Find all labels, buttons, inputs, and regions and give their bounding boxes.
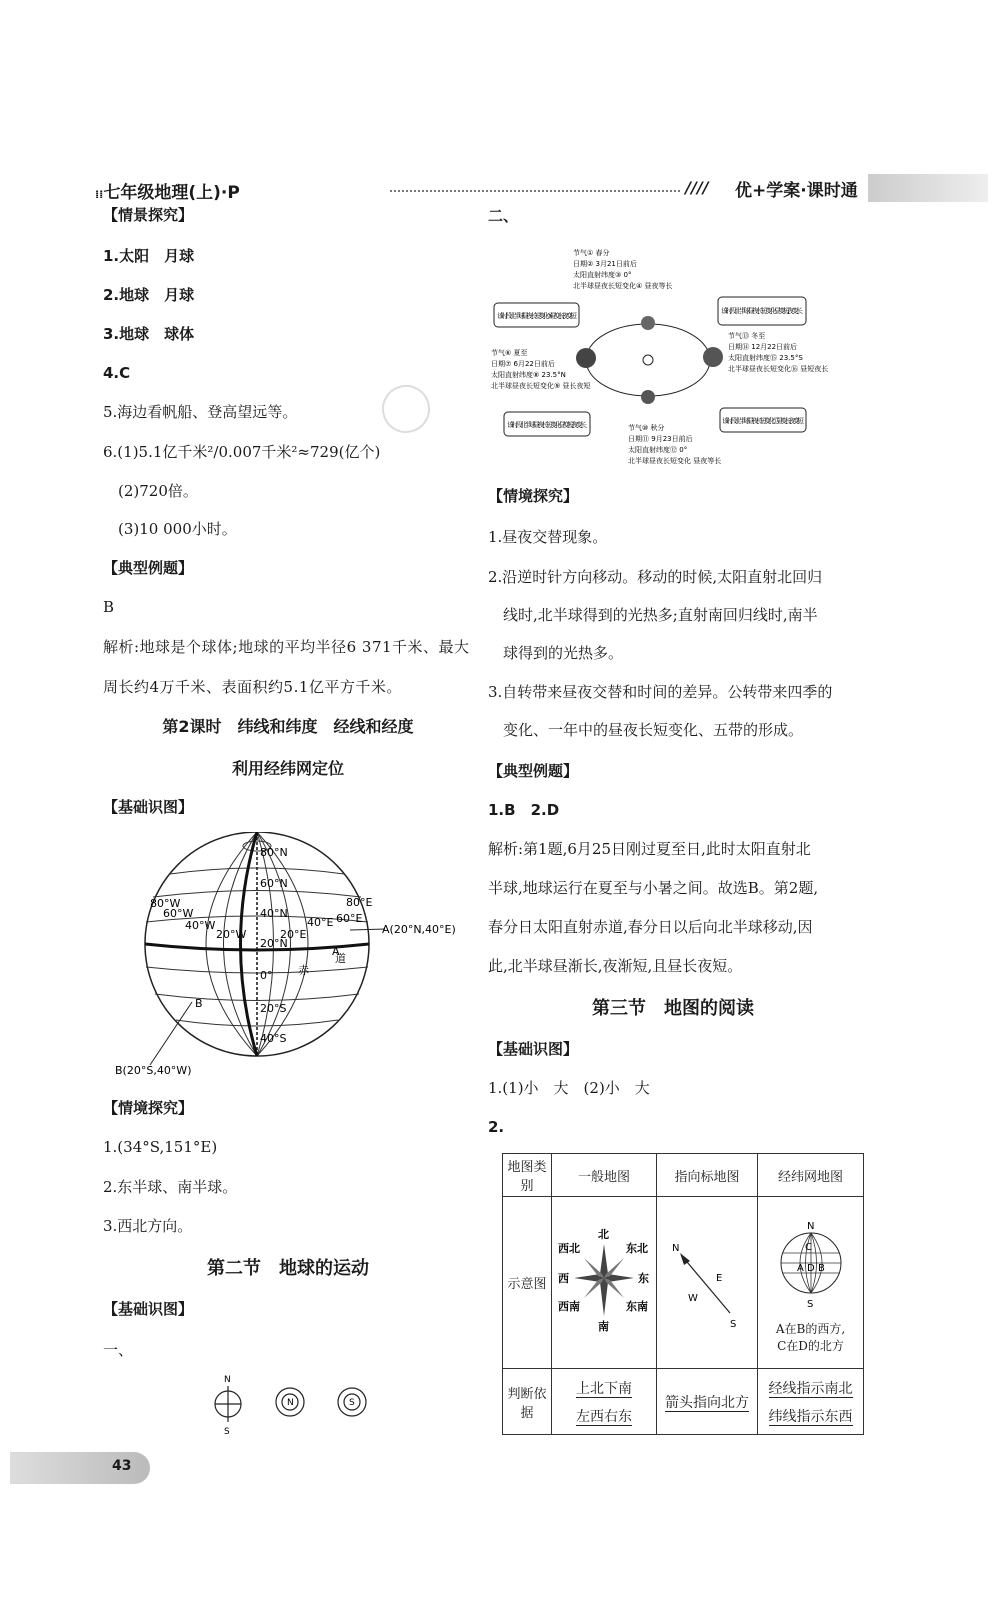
orbit-label: 日期⑭ 12月22日前后 xyxy=(728,343,798,351)
row-header: 示意图 xyxy=(503,1197,552,1369)
orbit-label: 北半球昼夜长短变化⑯ 昼短夜长 xyxy=(728,365,828,373)
globe-label: 40°W xyxy=(185,919,216,932)
point-b-coordinate: B(20°S,40°W) xyxy=(115,1064,192,1077)
header-dotted-line xyxy=(390,190,680,192)
table-header: 经纬网地图 xyxy=(758,1154,864,1197)
compass-label: 北 xyxy=(598,1227,609,1241)
compass-label: 东 xyxy=(638,1271,649,1285)
table-header: 指向标地图 xyxy=(657,1154,758,1197)
grid-label: B xyxy=(817,1263,825,1274)
map-type-table xyxy=(502,1153,864,1435)
graticule-map-cell xyxy=(758,1197,864,1369)
answer-line: 2.沿逆时针方向移动。移动的时候,太阳直射北回归 xyxy=(488,568,823,586)
orbit-label: 太阳直射纬度⑫ 0° xyxy=(628,446,688,454)
page-number: 43 xyxy=(112,1458,132,1474)
lesson-title: 第2课时 纬线和纬度 经线和经度 xyxy=(162,717,414,736)
answer-line: 1.太阳 月球 xyxy=(103,247,195,265)
orbit-label: 节气① 春分 xyxy=(573,249,610,257)
north-arrow-cell xyxy=(657,1197,758,1369)
orbit-label: 北半球昼夜长短变化④ 昼夜等长 xyxy=(573,282,673,290)
compass-label: 东北 xyxy=(626,1241,648,1255)
answer-line: 3.地球 球体 xyxy=(103,325,195,343)
orbit-label: 太阳直射纬度⑧ 23.5°N xyxy=(491,371,566,379)
compass-rose-icon xyxy=(554,1216,654,1346)
section-title: 【基础识图】 xyxy=(488,1040,579,1058)
grid-label: S xyxy=(806,1299,813,1310)
arrow-label: N xyxy=(672,1242,680,1254)
explanation-line: 周长约4万千米、表面积约5.1亿平方千米。 xyxy=(103,678,402,696)
globe-label: 40°E xyxy=(307,916,334,929)
explanation-line: 解析:地球是个球体;地球的平均半径6 371千米、最大 xyxy=(103,638,470,656)
equator-label: 赤 xyxy=(298,964,309,977)
orbit-label: 节气⑥ 夏至 xyxy=(491,349,528,357)
globe-label: 80°E xyxy=(346,896,373,909)
north-label: N xyxy=(224,1375,231,1385)
earth-winter xyxy=(703,347,723,367)
orbit-box-text: 该时段北半球昼夜长短变化⑰ 昼变长,夜变短 xyxy=(722,417,804,425)
header-right: 优+学案·课时通 xyxy=(735,181,858,201)
answer-line: 线时,北半球得到的光热多;直射南回归线时,南半 xyxy=(503,606,818,624)
globe-label: 80°W xyxy=(150,897,181,910)
globe-label: 0° xyxy=(260,969,273,982)
earth-summer xyxy=(576,348,596,368)
rule-text: 上北下南 xyxy=(576,1380,632,1397)
answer-line: 球得到的光热多。 xyxy=(503,644,624,662)
graticule-note: C在D的北方 xyxy=(777,1339,844,1353)
south-pole-label: S xyxy=(349,1398,355,1408)
earth-autumn xyxy=(641,390,655,404)
arrow-label: W xyxy=(688,1292,698,1304)
answer-line: 1.(34°S,151°E) xyxy=(103,1138,218,1156)
globe-label: 40°N xyxy=(260,907,288,920)
globe-label: 60°N xyxy=(260,877,288,890)
header-left: ⁞⁞七年级地理(上)·P xyxy=(95,183,240,203)
globe-label: 80°N xyxy=(260,846,288,859)
section-title: 【情境探究】 xyxy=(488,487,579,505)
answer-line: 4.C xyxy=(103,364,131,382)
answer-line: 变化、一年中的昼夜长短变化、五带的形成。 xyxy=(503,721,804,739)
lesson-subtitle: 利用经纬网定位 xyxy=(231,759,344,778)
rule-text: 经线指示南北 xyxy=(768,1380,853,1397)
orbit-label: 日期② 3月21日前后 xyxy=(573,260,637,268)
section-heading: 第二节 地球的运动 xyxy=(207,1258,369,1279)
globe-label: 20°S xyxy=(260,1002,287,1015)
arrow-label: E xyxy=(716,1272,723,1284)
answer-line: 2.东半球、南半球。 xyxy=(103,1178,238,1196)
answer-line: 2. xyxy=(488,1118,505,1136)
point-b-label: B xyxy=(195,997,203,1010)
north-arrow-icon xyxy=(662,1231,752,1331)
answer-line: 1.(1)小 大 (2)小 大 xyxy=(488,1079,650,1097)
orbit-label: 北半球昼夜长短变化 昼夜等长 xyxy=(628,457,722,465)
compass-label: 西南 xyxy=(558,1299,580,1313)
orbit-box-text: 该时段北半球昼夜长短变化 昼变短,夜变长 xyxy=(507,421,587,429)
explanation-line: 此,北半球昼渐长,夜渐短,且昼长夜短。 xyxy=(488,957,743,975)
globe-label: 20°E xyxy=(280,928,307,941)
compass-label: 东南 xyxy=(626,1299,648,1313)
answer-line: 3.自转带来昼夜交替和时间的差异。公转带来四季的 xyxy=(488,683,833,701)
earth-rotation-diagrams xyxy=(200,1370,380,1440)
graticule-globe-icon xyxy=(761,1211,861,1316)
header-grid-icon: ⁞⁞ xyxy=(95,188,104,201)
arrow-label: S xyxy=(730,1318,737,1330)
table-header: 地图类别 xyxy=(503,1154,552,1197)
earth-orbit-diagram xyxy=(488,240,828,465)
south-label: S xyxy=(224,1427,230,1437)
grid-label: N xyxy=(806,1221,814,1232)
answer-line: 5.海边看帆船、登高望远等。 xyxy=(103,403,298,421)
compass-label: 西北 xyxy=(558,1241,580,1255)
orbit-label: 北半球昼夜长短变化⑨ 昼长夜短 xyxy=(491,382,591,390)
equator-label: 道 xyxy=(335,952,346,965)
orbit-label: 太阳直射纬度⑮ 23.5°S xyxy=(728,354,803,362)
orbit-label: 日期⑦ 6月22日前后 xyxy=(491,360,555,368)
graticule-note: A在B的西方, xyxy=(775,1322,846,1336)
grid-label: A xyxy=(796,1263,804,1274)
answer-line: 2.地球 月球 xyxy=(103,286,195,304)
latitude-longitude-globe xyxy=(110,832,470,1082)
north-pole-label: N xyxy=(287,1398,294,1408)
answer-line: (2)720倍。 xyxy=(118,482,198,500)
section-title: 【情境探究】 xyxy=(103,1099,194,1117)
section-title: 【典型例题】 xyxy=(103,559,194,577)
earth-spring xyxy=(641,316,655,330)
answer-line: 1.昼夜交替现象。 xyxy=(488,528,608,546)
point-a-coordinate: A(20°N,40°E) xyxy=(382,923,456,936)
grid-label: D xyxy=(806,1263,815,1274)
grid-label: C xyxy=(804,1242,812,1253)
orbit-label: 太阳直射纬度③ 0° xyxy=(573,271,632,279)
point-a-label: A xyxy=(332,945,340,958)
answer-line: B xyxy=(103,598,115,616)
rule-text: 箭头指向北方 xyxy=(665,1394,749,1411)
compass-label: 西 xyxy=(558,1271,569,1285)
stamp-image xyxy=(375,378,437,440)
globe-label: 60°W xyxy=(163,907,194,920)
section-title: 【典型例题】 xyxy=(488,762,579,780)
section-title: 【情景探究】 xyxy=(103,206,194,224)
globe-label: 60°E xyxy=(336,912,363,925)
answer-line: 1.B 2.D xyxy=(488,801,560,819)
section-title: 【基础识图】 xyxy=(103,1300,194,1318)
compass-rose-cell xyxy=(552,1197,657,1369)
orbit-box-text: 该时段北半球昼夜长短变化⑤ 昼变长,夜变短 xyxy=(497,312,577,320)
rule-text: 纬线指示东西 xyxy=(768,1408,853,1425)
subsection-number: 一、 xyxy=(103,1341,134,1359)
globe-label: 20°N xyxy=(260,937,288,950)
orbit-label: 节气⑩ 秋分 xyxy=(628,424,665,432)
section-title: 【基础识图】 xyxy=(103,798,194,816)
answer-line: 6.(1)5.1亿千米²/0.007千米²≈729(亿个) xyxy=(103,443,381,461)
globe-label: 40°S xyxy=(260,1032,287,1045)
rule-text: 左西右东 xyxy=(576,1408,632,1425)
orbit-box-text: 该时段北半球昼夜长短变化 昼变短,夜变长 xyxy=(721,307,803,315)
explanation-line: 半球,地球运行在夏至与小暑之间。故选B。第2题, xyxy=(488,879,819,897)
explanation-line: 解析:第1题,6月25日刚过夏至日,此时太阳直射北 xyxy=(488,840,811,858)
orbit-label: 日期⑪ 9月23日前后 xyxy=(628,435,693,443)
row-header: 判断依据 xyxy=(503,1369,552,1435)
orbit-label: 节气⑬ 冬至 xyxy=(728,332,766,340)
subsection-number: 二、 xyxy=(488,207,519,225)
answer-line: (3)10 000小时。 xyxy=(118,520,237,538)
compass-label: 南 xyxy=(598,1319,609,1333)
table-header: 一般地图 xyxy=(552,1154,657,1197)
section-heading: 第三节 地图的阅读 xyxy=(592,998,754,1019)
header-slash-marks: //// xyxy=(685,178,709,197)
answer-line: 3.西北方向。 xyxy=(103,1217,193,1235)
header-shade xyxy=(868,174,988,202)
explanation-line: 春分日太阳直射赤道,春分日以后向北半球移动,因 xyxy=(488,918,813,936)
globe-label: 20°W xyxy=(216,928,247,941)
